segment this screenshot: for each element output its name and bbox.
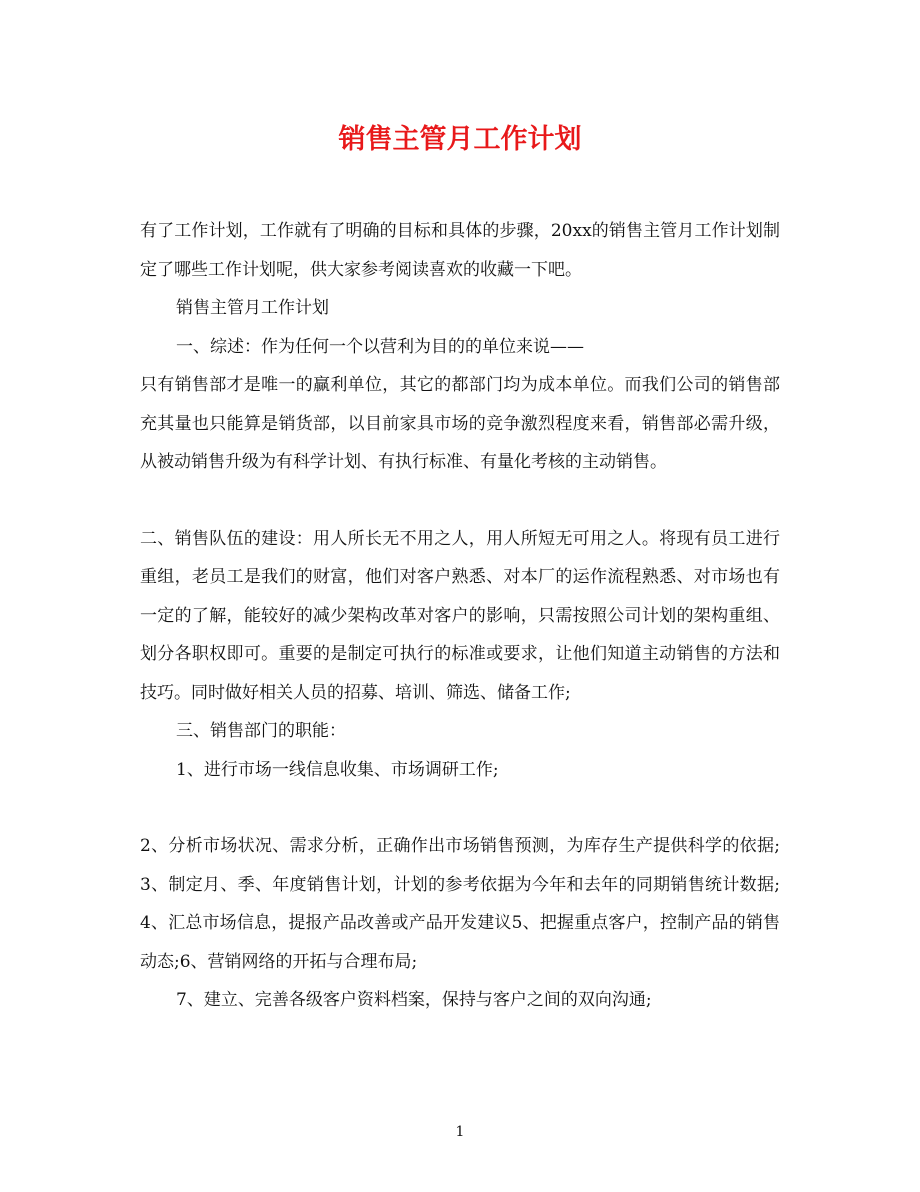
page-number: 1	[455, 1124, 465, 1140]
duty-item-1: 1、进行市场一线信息收集、市场调研工作;	[176, 759, 499, 780]
department-duties-heading: 三、销售部门的职能：	[176, 721, 346, 741]
overview-paragraph: 只有销售部才是唯一的赢利单位，其它的都部门均为成本单位。而我们公司的销售部充其量也只能算是销货部，以目前家具市场的竞争激烈程度来看，销售部必需升级，从被动销售升级为有科学计划、有执行标准、有量化考核的主动销售。	[140, 375, 780, 472]
team-building-paragraph: 二、销售队伍的建设：用人所长无不用之人，用人所短无可用之人。将现有员工进行重组，老员工是我们的财富，他们对客户熟悉、对本厂的运作流程熟悉、对市场也有一定的了解，能较好的减少架构改革对客户的影响，只需按照公司计划的架构重组、划分各职权即可。重要的是制定可执行的标准或要求，让他们知道主动销售的方法和技巧。同时做好相关人员的招募、培训、筛选、储备工作;	[140, 528, 780, 703]
overview-heading: 一、综述：作为任何一个以营利为目的的单位来说——	[176, 336, 584, 357]
duty-item-7: 7、建立、完善各级客户资料档案，保持与客户之间的双向沟通;	[176, 990, 652, 1010]
intro-paragraph: 有了工作计划，工作就有了明确的目标和具体的步骤，20xx的销售主管月工作计划制定了哪些工作计划呢，供大家参考阅读喜欢的收藏一下吧。	[140, 221, 780, 280]
document-title: 销售主管月工作计划	[338, 124, 582, 155]
document-body	[140, 212, 780, 1020]
section-heading: 销售主管月工作计划	[176, 298, 329, 318]
duty-items-2-6: 2、分析市场状况、需求分析，正确作出市场销售预测，为库存生产提供科学的依据;3、制定月、季、年度销售计划，计划的参考依据为今年和去年的同期销售统计数据;4、汇总市场信息，提报产品改善或产品开发建议5、把握重点客户，控制产品的销售动态;6、营销网络的开拓与合理布局;	[140, 836, 780, 972]
